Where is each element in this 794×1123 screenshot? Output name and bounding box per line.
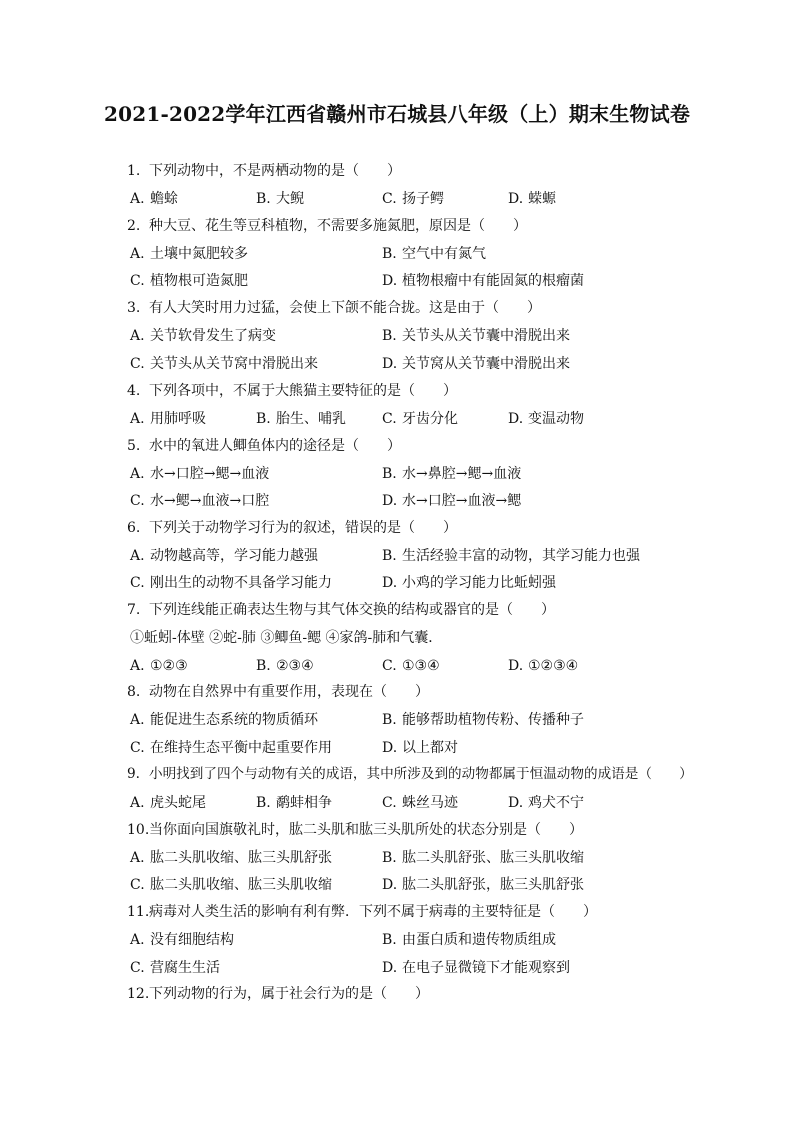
question-number: 4. [127,383,141,399]
option-9c: C. 蛛丝马迹 [382,795,458,811]
exam-title: 2021-2022学年江西省赣州市石城县八年级（上）期末生物试卷 [103,102,691,126]
option-8c: C. 在维持生态平衡中起重要作用 [130,740,332,756]
question-number: 9. [127,766,140,782]
option-2a: A. 土壤中氮肥较多 [130,246,248,262]
option-6c: C. 刚出生的动物不具备学习能力 [130,575,332,591]
question-10 [127,821,583,839]
question-text: 下列动物的行为，属于社会行为的是（ ） [149,986,429,1002]
option-11a: A. 没有细胞结构 [130,932,234,948]
question-text: 下列各项中，不属于大熊猫主要特征的是（ ） [149,383,457,399]
option-8a: A. 能促进生态系统的物质循环 [130,712,318,728]
question-number: 1. [127,163,141,179]
question-number: 10. [127,822,150,838]
option-9d: D. 鸡犬不宁 [508,795,584,811]
option-9a: A. 虎头蛇尾 [130,795,206,811]
question-text: 下列动物中，不是两栖动物的是（ ） [149,163,401,179]
option-8b: B. 能够帮助植物传粉、传播种子 [382,712,584,728]
option-5d: D. 水→口腔→血液→鳃 [382,493,522,509]
question-number: 12. [127,986,150,1002]
option-7a: A. ①②③ [130,658,188,674]
option-11b: B. 由蛋白质和遗传物质组成 [382,932,556,948]
question-8 [127,683,429,701]
option-7c: C. ①③④ [382,658,440,674]
question-2 [127,217,527,235]
option-11d: D. 在电子显微镜下才能观察到 [382,960,570,976]
option-4b: B. 胎生、哺乳 [256,411,346,427]
question-number: 8. [127,684,141,700]
question-3 [127,299,541,317]
question-number: 2. [127,218,141,234]
question-5 [127,437,401,455]
question-text: 下列连线能正确表达生物与其气体交换的结构或器官的是（ ） [149,602,555,618]
question-number: 11. [127,904,150,920]
question-number: 6. [127,520,141,536]
option-3b: B. 关节头从关节囊中滑脱出来 [382,328,570,344]
option-3a: A. 关节软骨发生了病变 [130,328,276,344]
question-number: 3. [127,300,141,316]
option-6a: A. 动物越高等，学习能力越强 [130,548,318,564]
question-9 [127,765,693,783]
question-text: 小明找到了四个与动物有关的成语，其中所涉及到的动物都属于恒温动物的成语是（ ） [149,766,693,782]
option-11c: C. 营腐生生活 [130,960,220,976]
option-3d: D. 关节窝从关节囊中滑脱出来 [382,356,570,372]
option-6d: D. 小鸡的学习能力比蚯蚓强 [382,575,556,591]
question-text: 病毒对人类生活的影响有利有弊．下列不属于病毒的主要特征是（ ） [149,904,597,920]
option-10c: C. 肱二头肌收缩、肱三头肌收缩 [130,877,332,893]
option-2c: C. 植物根可造氮肥 [130,273,248,289]
option-3c: C. 关节头从关节窝中滑脱出来 [130,356,318,372]
option-5b: B. 水→鼻腔→鳃→血液 [382,466,522,482]
option-8d: D. 以上都对 [382,740,458,756]
question-text: 动物在自然界中有重要作用，表现在（ ） [149,684,429,700]
option-1c: C. 扬子鳄 [382,191,444,207]
question-number: 7. [127,602,141,618]
option-1a: A. 蟾蜍 [130,191,178,207]
option-5a: A. 水→口腔→鳃→血液 [130,466,270,482]
option-4c: C. 牙齿分化 [382,411,458,427]
option-10a: A. 肱二头肌收缩、肱三头肌舒张 [130,850,332,866]
option-9b: B. 鹬蚌相争 [256,795,332,811]
option-6b: B. 生活经验丰富的动物，其学习能力也强 [382,548,640,564]
question-number: 5. [127,438,141,454]
option-4d: D. 变温动物 [508,411,584,427]
option-7b: B. ②③④ [256,658,314,674]
option-1d: D. 蝾螈 [508,191,556,207]
question-text: 当你面向国旗敬礼时，肱二头肌和肱三头肌所处的状态分别是（ ） [149,822,583,838]
question-11 [127,903,597,921]
question-1 [127,162,401,180]
option-10b: B. 肱二头肌舒张、肱三头肌收缩 [382,850,584,866]
question-text: 下列关于动物学习行为的叙述，错误的是（ ） [149,520,457,536]
question-12 [127,985,429,1003]
question-text: 水中的氧进人鲫鱼体内的途径是（ ） [149,438,401,454]
question-4 [127,382,457,400]
option-2d: D. 植物根瘤中有能固氮的根瘤菌 [382,273,584,289]
question-text: 有人大笑时用力过猛，会使上下颌不能合拢。这是由于（ ） [149,300,541,316]
option-2b: B. 空气中有氮气 [382,246,486,262]
question-6 [127,519,457,537]
option-5c: C. 水→鳃→血液→口腔 [130,493,270,509]
question-7-pairs: ①蚯蚓-体壁 ②蛇-肺 ③鲫鱼-鳃 ④家鸽-肺和气囊． [130,630,443,646]
option-7d: D. ①②③④ [508,658,579,674]
option-10d: D. 肱二头肌舒张，肱三头肌舒张 [382,877,584,893]
question-7 [127,601,555,619]
option-1b: B. 大鲵 [256,191,304,207]
option-4a: A. 用肺呼吸 [130,411,206,427]
question-text: 种大豆、花生等豆科植物，不需要多施氮肥，原因是（ ） [149,218,527,234]
